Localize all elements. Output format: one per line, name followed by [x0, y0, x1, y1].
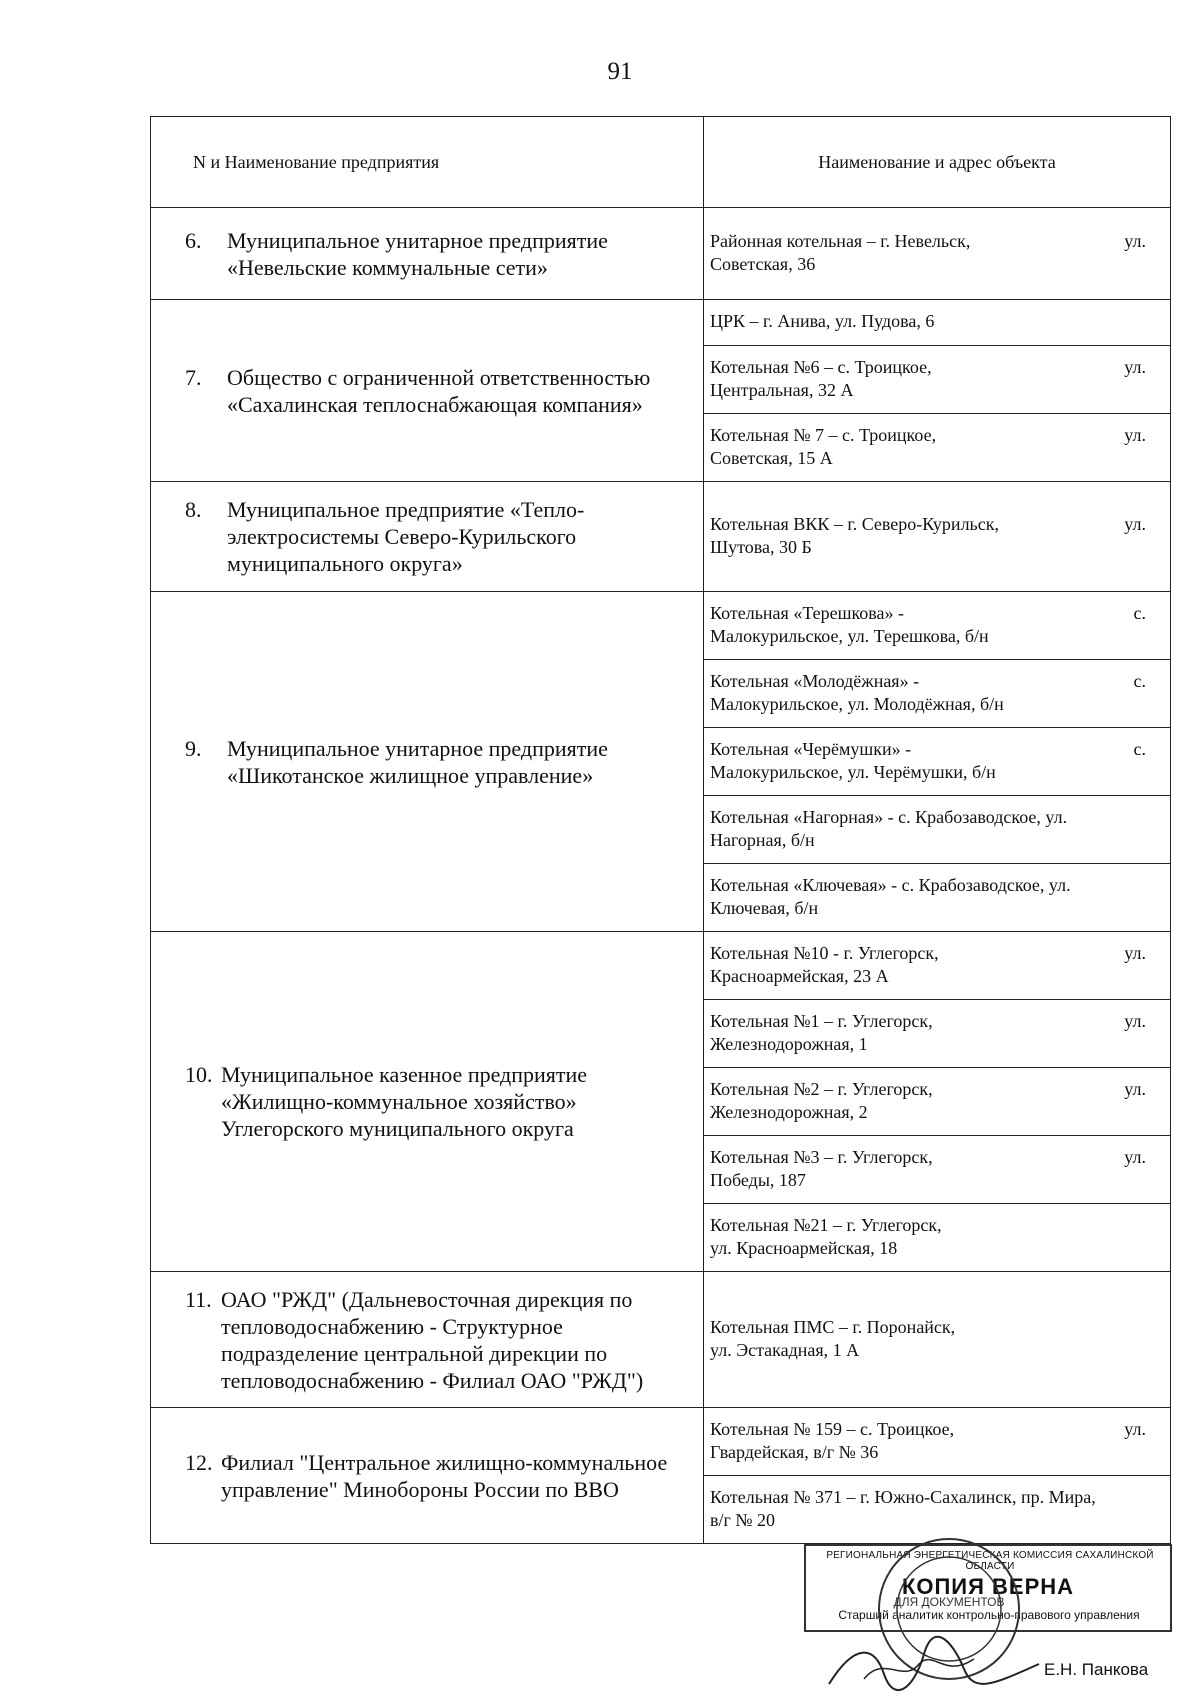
enterprise-number: 12.: [185, 1449, 213, 1475]
enterprise-name: Муниципальное предприятие «Тепло-электросистемы Северо-Курильского муниципального округа»: [227, 497, 585, 576]
table-row: [151, 482, 1171, 592]
stamp-role: Старший аналитик контрольно-правового управления: [838, 1608, 1140, 1622]
page-number: 91: [607, 58, 633, 85]
enterprise-table: [150, 116, 1171, 1544]
object-name: Котельная «Нагорная» - с. Крабозаводское, ул.: [710, 806, 1068, 827]
object-line-1: [710, 874, 1160, 897]
object-address: Гвардейская, в/г № 36: [710, 1441, 879, 1462]
object-cell: [704, 1136, 1171, 1204]
object-line-1: [710, 1146, 1160, 1169]
object-address: Красноармейская, 23 А: [710, 965, 889, 986]
object-address: Малокурильское, ул. Терешкова, б/н: [710, 625, 989, 646]
object-street-prefix: с.: [1133, 602, 1146, 623]
table-row: [151, 592, 1171, 660]
object-name: Котельная ВКК – г. Северо-Курильск,: [710, 513, 999, 534]
object-line-1: [710, 1418, 1160, 1441]
object-address: Ключевая, б/н: [710, 897, 819, 918]
stamp-signer-name: Е.Н. Панкова: [1044, 1660, 1149, 1679]
enterprise-cell: [151, 482, 704, 592]
header-enterprise: N и Наименование предприятия: [151, 117, 704, 208]
object-line-1: [710, 670, 1160, 693]
enterprise-number: 8.: [185, 497, 202, 522]
object-street-prefix: ул.: [1124, 1146, 1146, 1167]
object-line-1: [710, 1486, 1160, 1509]
header-object: Наименование и адрес объекта: [704, 117, 1171, 208]
object-street-prefix: ул.: [1124, 356, 1146, 377]
object-cell: [704, 660, 1171, 728]
table-row: [151, 208, 1171, 300]
enterprise-number: 11.: [185, 1286, 212, 1312]
object-address: Малокурильское, ул. Молодёжная, б/н: [710, 693, 1004, 714]
object-address: Железнодорожная, 1: [710, 1033, 868, 1054]
object-name: Котельная № 7 – с. Троицкое,: [710, 424, 937, 445]
enterprise-cell: [151, 1408, 704, 1544]
object-name: Котельная ПМС – г. Поронайск,: [710, 1316, 956, 1337]
object-cell: [704, 1408, 1171, 1476]
object-address: Победы, 187: [710, 1169, 806, 1190]
object-name: Котельная №21 – г. Углегорск,: [710, 1214, 942, 1235]
object-street-prefix: ул.: [1124, 424, 1146, 445]
object-street-prefix: ул.: [1124, 513, 1146, 534]
object-line-1: [710, 738, 1160, 761]
enterprise-number: 10.: [185, 1062, 213, 1087]
object-name: Котельная №6 – с. Троицкое,: [710, 356, 932, 377]
enterprise-cell: [151, 300, 704, 482]
object-cell: [704, 1272, 1171, 1408]
object-name: Котельная «Черёмушки» -: [710, 738, 912, 759]
object-line-1: [710, 602, 1160, 625]
object-cell: [704, 1000, 1171, 1068]
table-row: [151, 1272, 1171, 1408]
object-cell: [704, 1068, 1171, 1136]
object-street-prefix: ул.: [1124, 942, 1146, 963]
table-row: [151, 1408, 1171, 1476]
object-name: Котельная № 371 – г. Южно-Сахалинск, пр. Мира,: [710, 1486, 1096, 1507]
object-name: Котельная № 159 – с. Троицкое,: [710, 1418, 955, 1439]
object-line-1: [710, 942, 1160, 965]
object-cell: [704, 932, 1171, 1000]
object-name: Котельная №10 - г. Углегорск,: [710, 942, 939, 963]
object-cell: [704, 864, 1171, 932]
object-cell: [704, 414, 1171, 482]
object-street-prefix: ул.: [1124, 230, 1146, 251]
object-line-1: [710, 424, 1160, 447]
object-name: Котельная «Молодёжная» -: [710, 670, 920, 691]
object-name: Котельная №2 – г. Углегорск,: [710, 1078, 933, 1099]
object-address: ул. Красноармейская, 18: [710, 1237, 898, 1258]
enterprise-name: Муниципальное казенное предприятие «Жилищно-коммунальное хозяйство» Углегорского муниципального округа: [221, 1062, 588, 1141]
enterprise-cell: [151, 208, 704, 300]
stamp-organization: РЕГИОНАЛЬНАЯ ЭНЕРГЕТИЧЕСКАЯ КОМИССИЯ САХАЛИНСКОЙ ОБЛАСТИ: [826, 1550, 1154, 1572]
object-name: Котельная «Терешкова» -: [710, 602, 905, 623]
object-name: Котельная №1 – г. Углегорск,: [710, 1010, 933, 1031]
object-address: Советская, 15 А: [710, 447, 833, 468]
table-header-row: [151, 117, 1171, 208]
enterprise-name: Муниципальное унитарное предприятие «Шикотанское жилищное управление»: [227, 735, 608, 788]
object-line-1: [710, 806, 1160, 829]
object-address: в/г № 20: [710, 1509, 776, 1530]
object-cell: [704, 482, 1171, 592]
enterprise-number: 6.: [185, 227, 202, 253]
object-name: ЦРК – г. Анива, ул. Пудова, 6: [710, 311, 935, 331]
object-address: Центральная, 32 А: [710, 379, 854, 400]
object-cell: [704, 796, 1171, 864]
object-street-prefix: ул.: [1124, 1418, 1146, 1439]
object-line-1: [710, 513, 1160, 536]
enterprise-name: Общество с ограниченной ответственностью «Сахалинская теплоснабжающая компания»: [227, 364, 651, 417]
table-row: [151, 300, 1171, 346]
enterprise-number: 9.: [185, 735, 202, 761]
enterprise-name: Муниципальное унитарное предприятие «Невельские коммунальные сети»: [227, 227, 608, 280]
enterprise-cell: [151, 932, 704, 1272]
object-line-1: [710, 1316, 1160, 1339]
signature-icon: [824, 1634, 1044, 1694]
object-name: Котельная №3 – г. Углегорск,: [710, 1146, 933, 1167]
object-line-1: [710, 1010, 1160, 1033]
object-cell: [704, 1204, 1171, 1272]
object-street-prefix: ул.: [1124, 1078, 1146, 1099]
object-name: Котельная «Ключевая» - с. Крабозаводское, ул.: [710, 874, 1071, 895]
object-line-1: [710, 1078, 1160, 1101]
object-address: Малокурильское, ул. Черёмушки, б/н: [710, 761, 996, 782]
object-cell: [704, 208, 1171, 300]
enterprise-cell: [151, 592, 704, 932]
object-street-prefix: с.: [1133, 738, 1146, 759]
object-address: ул. Эстакадная, 1 А: [710, 1339, 860, 1360]
enterprise-name: Филиал "Центральное жилищно-коммунальное управление" Минобороны России по ВВО: [221, 1449, 668, 1502]
object-address: Советская, 36: [710, 253, 816, 274]
object-name: Районная котельная – г. Невельск,: [710, 230, 971, 251]
object-cell: [704, 300, 1171, 346]
object-street-prefix: ул.: [1124, 1010, 1146, 1031]
certified-copy-stamp: [804, 1544, 1174, 1694]
object-cell: [704, 728, 1171, 796]
object-street-prefix: с.: [1133, 670, 1146, 691]
object-line-1: [710, 310, 1160, 333]
object-address: Железнодорожная, 2: [710, 1101, 868, 1122]
object-line-1: [710, 356, 1160, 379]
seal-text: ДЛЯ ДОКУМЕНТОВ: [893, 1595, 1005, 1609]
enterprise-cell: [151, 1272, 704, 1408]
enterprise-name: ОАО "РЖД" (Дальневосточная дирекция по тепловодоснабжению - Структурное подразделение центральной дирекции по тепловодоснабжению - Филиал ОАО "РЖД"): [221, 1286, 644, 1393]
stamp-title: КОПИЯ ВЕРНА: [901, 1574, 1075, 1599]
enterprise-number: 7.: [185, 364, 202, 390]
object-address: Нагорная, б/н: [710, 829, 815, 850]
object-address: Шутова, 30 Б: [710, 536, 812, 557]
object-line-1: [710, 1214, 1160, 1237]
object-cell: [704, 346, 1171, 414]
table-row: [151, 932, 1171, 1000]
object-line-1: [710, 230, 1160, 253]
object-cell: [704, 592, 1171, 660]
